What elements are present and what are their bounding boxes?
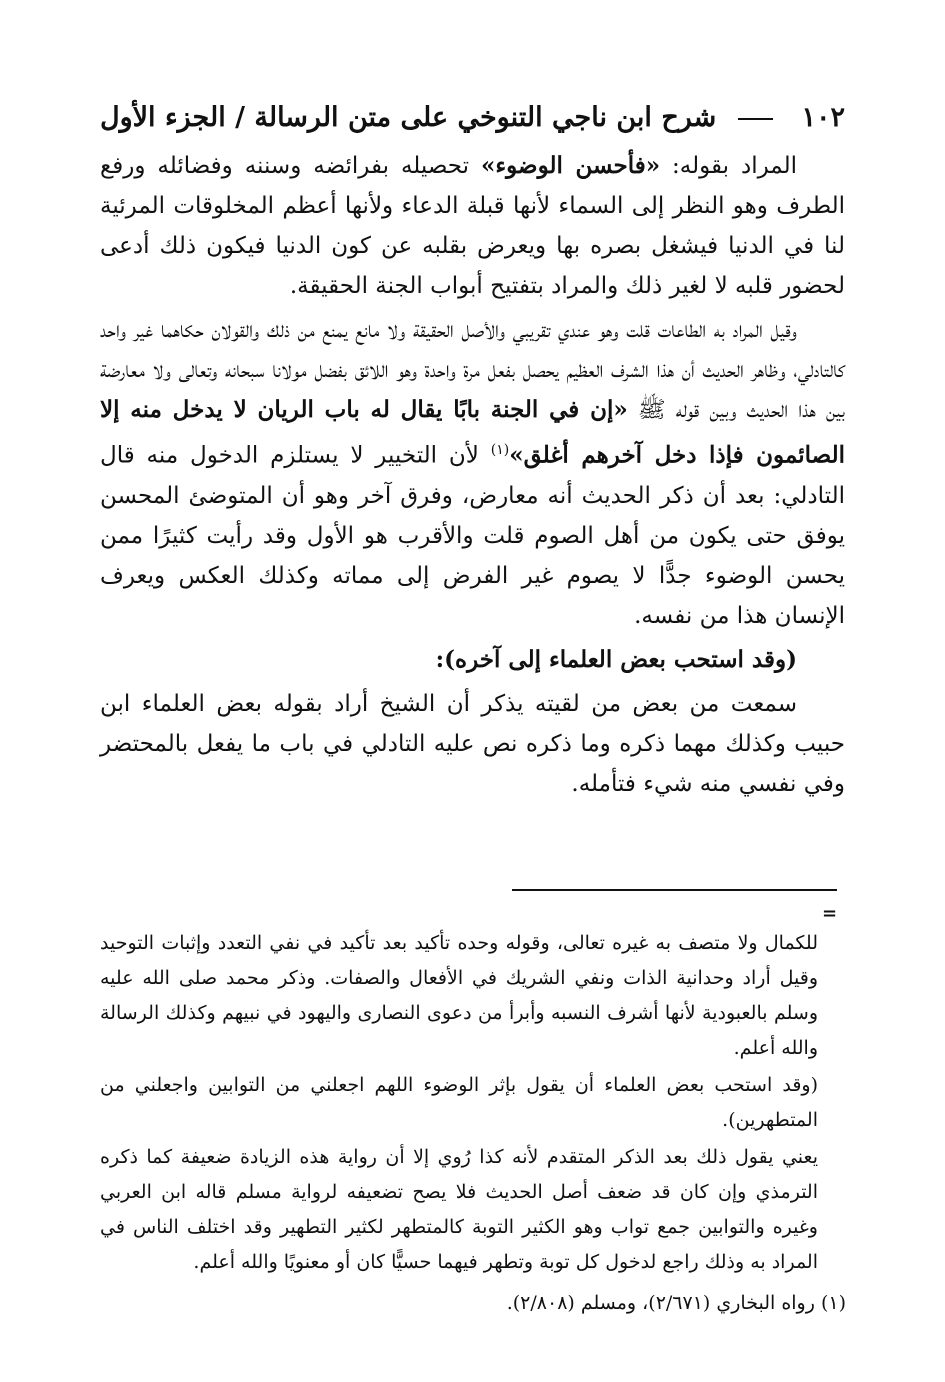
paragraph-2 (100, 310, 845, 636)
footnote-c: يعني يقول ذلك بعد الذكر المتقدم لأنه كذا رُوي إلا أن رواية هذه الزيادة ضعيفة كما ذكره الترمذي وإن كان قد ضعف أصل الحديث فلا يصح تضعيفه لرواية مسلم قاله ابن العربي وغيره والتوابين جمع تواب وهو الكثير التوبة كالمتطهر لكثير التطهير وقد اختلف الناس في المراد به وذلك راجع لدخول كل توبة وتطهر فيهما حسيًّا كان أو معنويًا والله أعلم. (100, 1146, 818, 1273)
footnote-b: (وقد استحب بعض العلماء أن يقول بإثر الوضوء اللهم اجعلني من التوابين واجعلني من المتطهرين). (100, 1074, 818, 1131)
p1-lead: المراد بقوله: (660, 153, 797, 179)
p1-rest: تحصيله بفرائضه وسننه وفضائله ورفع الطرف وهو النظر إلى السماء لأنها قبلة الدعاء ولأنها أعظم المخلوقات المرئية لنا في الدنيا فيشغل بصره بها ويعرض بقلبه عن كون الدنيا فيكون ذلك أدعى لحضور قلبه لا لغير ذلك والمراد بتفتيح أبواب الجنة الحقيقة. (100, 153, 845, 299)
hadith-quote: «إن في الجنة بابًا يقال له باب الريان لا يدخل منه إلا الصائمون فإذا دخل آخرهم أغلق» (100, 396, 845, 469)
paragraph-3: سمعت من بعض من لقيته يذكر أن الشيخ أراد بقوله بعض العلماء ابن حبيب وكذلك مهما ذكره وما ذكره نص عليه التادلي في باب ما يفعل بالمحتضر وفي نفسي منه شيء فتأمله. (100, 690, 845, 797)
footnote-reference-1: (١) رواه البخاري (٢/٦٧١)، ومسلم (٢/٨٠٨). (506, 1292, 846, 1314)
continuation-mark: = (822, 903, 838, 924)
section-heading: (وقد استحب بعض العلماء إلى آخره): (435, 645, 797, 673)
footnote-ref-1: (١) (490, 442, 510, 458)
p2-lead: وقيل المراد به الطاعات قلت وهو عندي تقريبي والأصل الحقيقة ولا مانع يمنع من ذلك والقولان حكاهما غير واحد كالتادلي، وظاهر الحديث أن هذا الشرف العظيم يحصل بفعل مرة واحدة وهو اللائق بفضل مولانا سبحانه وتعالى ولا معارضة بين هذا الحديث وبين قوله ﷺ (100, 317, 845, 423)
page-number: ١٠٢ (801, 101, 845, 133)
p2-rest: لأن التخيير لا يستلزم الدخول منه قال التادلي: بعد أن ذكر الحديث أنه معارض، وفرق آخر وهو أن المتوضئ المحسن يوفق حتى يكون من أهل الصوم قلت والأقرب هو الأول وقد رأيت كثيرًا ممن يحسن الوضوء جدًّا لا يصوم غير الفرض إلى مماته وكذلك العكس ويعرف الإنسان هذا من نفسه. (100, 442, 845, 629)
main-text (100, 146, 845, 808)
page-header (100, 95, 845, 139)
paragraph-1 (100, 146, 845, 306)
footnotes (100, 926, 846, 1323)
footnote-a: للكمال ولا متصف به غيره تعالى، وقوله وحده تأكيد بعد تأكيد في نفي التعدد وإثبات التوحيد وقيل أراد وحدانية الذات ونفي الشريك في الأفعال والصفات. وذكر محمد صلى الله عليه وسلم بالعبودية لأنها أشرف النسبه وأبرأ من دعوى النصارى واليهود في نبيهم وكذلك الرسالة والله أعلم. (100, 932, 818, 1059)
header-rule (738, 118, 773, 120)
p1-quote: «فأحسن الوضوء» (480, 152, 661, 179)
running-title: شرح ابن ناجي التنوخي على متن الرسالة / الجزء الأول (100, 101, 717, 133)
footnote-separator (512, 889, 837, 891)
